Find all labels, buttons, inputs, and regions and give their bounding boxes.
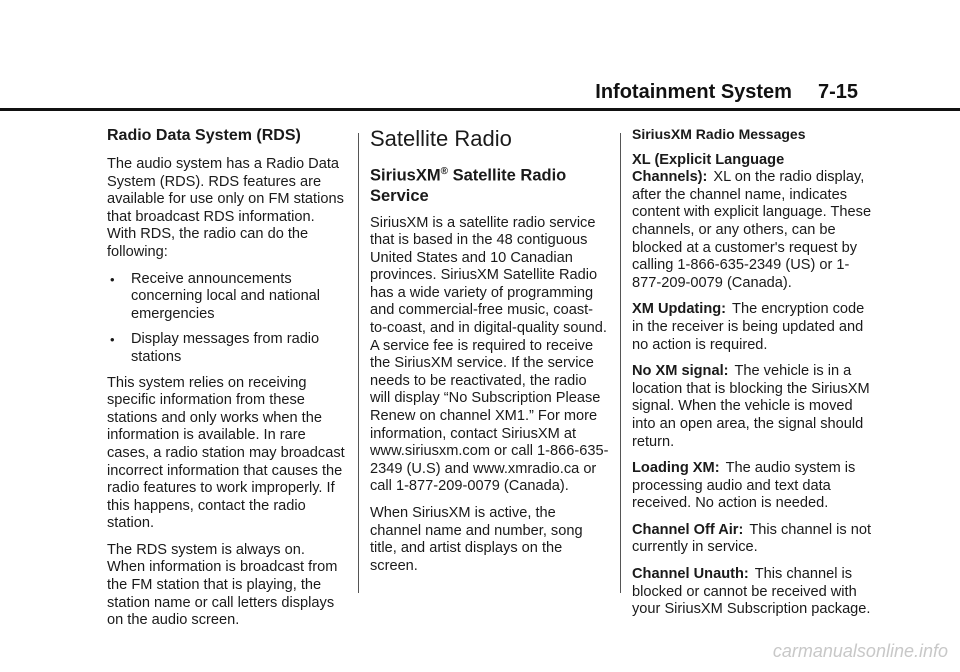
message-item [632, 363, 872, 451]
column-messages [632, 126, 872, 628]
message-term: Loading XM: [632, 460, 720, 477]
list-item: • Receive announcements concerning local and national emergencies [107, 271, 347, 324]
satellite-heading: Satellite Radio [370, 126, 512, 151]
message-term: Channel Off Air: [632, 521, 744, 538]
message-text: The vehicle is in a location that is blocking the SiriusXM signal. When the vehicle is moved into an open area, the signal should return. [632, 363, 870, 450]
siriusxm-subheading [370, 162, 610, 206]
message-term: Channel Unauth: [632, 566, 749, 583]
message-text: This channel is blocked or cannot be received with your SiriusXM Subscription package. [632, 566, 871, 618]
column-divider [620, 133, 621, 593]
header-text [595, 81, 858, 104]
message-text: The audio system is processing audio and text data received. No action is needed. [632, 460, 856, 512]
message-item [632, 301, 872, 354]
rds-bullet-list [107, 271, 347, 367]
sub-pre: SiriusXM [370, 166, 441, 185]
registered-mark: ® [440, 166, 448, 177]
sub-post: Satellite Radio Service [370, 166, 567, 205]
rds-intro: The audio system has a Radio Data System (RDS). RDS features are available for use only on FM stations that broadcast RDS information. With RDS, the radio can do the following: [107, 156, 344, 260]
message-term: No XM signal: [632, 363, 729, 380]
watermark: carmanualsonline.info [772, 641, 948, 661]
message-item [632, 522, 872, 557]
page-header [0, 68, 960, 111]
message-item [632, 460, 872, 513]
message-item [632, 566, 872, 619]
rds-paragraph: The RDS system is always on. When information is broadcast from the FM station that is playing, the station name or call letters displays on the audio screen. [107, 541, 338, 629]
message-text: This channel is not currently in service. [632, 521, 872, 556]
rds-heading: Radio Data System (RDS) [107, 127, 301, 144]
message-term: XL (Explicit Language Channels): [632, 151, 785, 186]
message-item [632, 152, 872, 293]
column-divider [358, 133, 359, 593]
message-text: The encryption code in the receiver is being updated and no action is required. [632, 301, 865, 353]
section-title: Infotainment System [595, 81, 792, 103]
satellite-paragraph: SiriusXM is a satellite radio service that is based in the 48 contiguous United States and 10 Canadian provinces. SiriusXM Satellite Radio has a wide variety of programming and commercial-free music, coast-to-coast, and in digital-quality sound. A service fee is required to receive the SiriusXM service. If the service needs to be reactivated, the radio will display “No Subscription Please Renew on channel XM1.” For more information, contact SiriusXM at www.siriusxm.com or call 1-866-635-2349 (U.S) and www.xmradio.ca or call 1-877-209-0079 (Canada). [370, 214, 609, 495]
message-text: XL on the radio display, after the channel name, indicates content with explicit language. These channels, or any others, can be blocked at a customer's request by calling 1-866-635-2349 (US) or 1-877-209-0079 (Canada). [632, 169, 872, 291]
rds-paragraph: This system relies on receiving specific information from these stations and only works when the information is available. In rare cases, a radio station may broadcast incorrect information that causes the radio features to work improperly. If this happens, contact the radio station. [107, 374, 345, 532]
message-term: XM Updating: [632, 301, 727, 318]
messages-heading: SiriusXM Radio Messages [632, 126, 806, 142]
page-number: 7-15 [817, 81, 858, 103]
list-item: • Display messages from radio stations [107, 331, 347, 366]
satellite-paragraph: When SiriusXM is active, the channel name and number, song title, and artist displays on the screen. [370, 505, 583, 574]
column-satellite [370, 126, 610, 584]
column-rds [107, 126, 347, 639]
